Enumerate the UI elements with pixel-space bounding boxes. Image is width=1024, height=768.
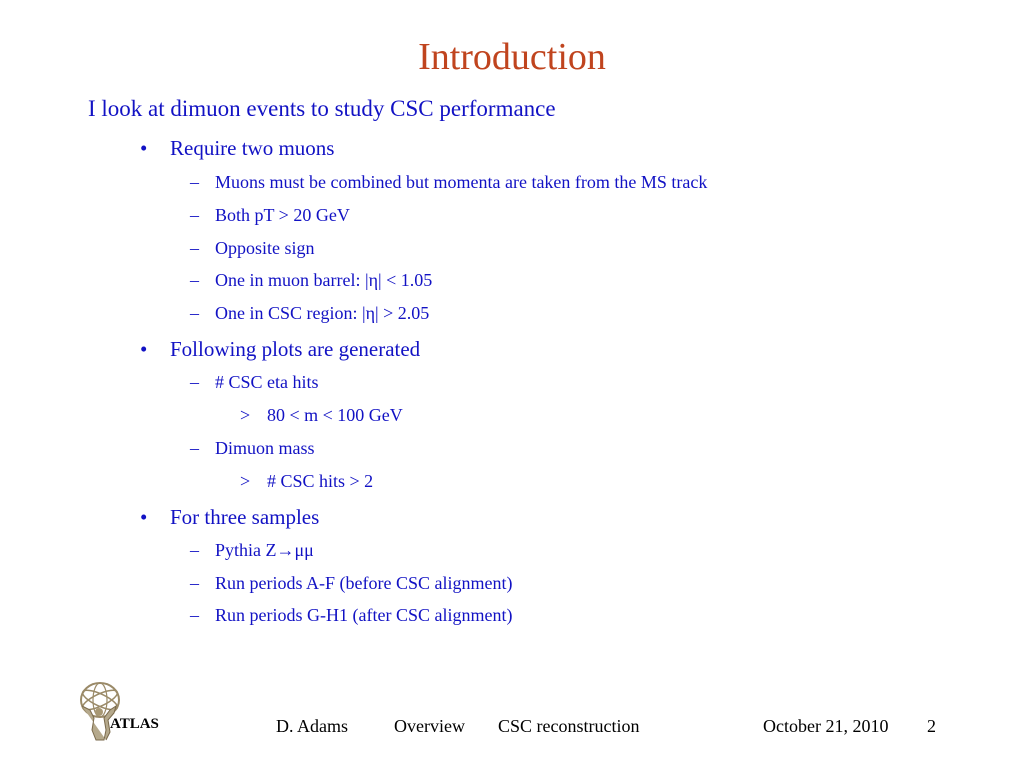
list-item <box>190 171 707 193</box>
list-item-text: One in muon barrel: |η| < 1.05 <box>215 270 433 290</box>
dash-marker: – <box>190 303 199 323</box>
list-item-text: Pythia Z→μμ <box>215 540 314 560</box>
dash-marker: – <box>190 172 199 192</box>
list-item-text: # CSC eta hits <box>215 372 319 392</box>
bullet-text: Require two muons <box>170 136 335 160</box>
list-item-text: Run periods G-H1 (after CSC alignment) <box>215 605 513 625</box>
dash-marker: – <box>190 573 199 593</box>
lead-text: I look at dimuon events to study CSC performance <box>88 96 556 121</box>
list-item-text: Both pT > 20 GeV <box>215 205 350 225</box>
list-item <box>190 539 314 561</box>
dash-marker: – <box>190 605 199 625</box>
slide-title: Introduction <box>418 36 606 78</box>
footer-author: D. Adams <box>276 716 348 736</box>
bullet-require-two-muons <box>140 135 334 161</box>
list-item-text: One in CSC region: |η| > 2.05 <box>215 303 430 323</box>
list-item <box>190 371 319 393</box>
footer-date: October 21, 2010 <box>763 716 889 736</box>
sub-list-item-text: 80 < m < 100 GeV <box>267 405 403 425</box>
bullet-following-plots <box>140 336 420 362</box>
list-item <box>190 204 350 226</box>
list-item-text: Dimuon mass <box>215 438 315 458</box>
footer-topic: CSC reconstruction <box>498 716 640 736</box>
list-item <box>190 604 512 626</box>
list-item-text: Opposite sign <box>215 238 315 258</box>
logo-text: ATLAS <box>110 716 159 732</box>
list-item <box>190 237 315 259</box>
bullet-marker: • <box>140 337 148 361</box>
arrow-marker: > <box>240 471 251 491</box>
dash-marker: – <box>190 438 199 458</box>
dash-marker: – <box>190 270 199 290</box>
arrow-marker: > <box>240 405 251 425</box>
sub-list-item-text: # CSC hits > 2 <box>267 471 374 491</box>
sub-list-item <box>240 470 373 492</box>
dash-marker: – <box>190 372 199 392</box>
bullet-marker: • <box>140 136 148 160</box>
bullet-three-samples <box>140 504 319 530</box>
bullet-text: For three samples <box>170 505 320 529</box>
footer-section: Overview <box>394 716 465 736</box>
list-item <box>190 437 315 459</box>
dash-marker: – <box>190 540 199 560</box>
list-item <box>190 269 432 291</box>
list-item <box>190 302 429 324</box>
list-item <box>190 572 512 594</box>
dash-marker: – <box>190 238 199 258</box>
bullet-marker: • <box>140 505 148 529</box>
bullet-text: Following plots are generated <box>170 337 421 361</box>
dash-marker: – <box>190 205 199 225</box>
footer-page-number: 2 <box>927 716 936 736</box>
list-item-text: Muons must be combined but momenta are taken from the MS track <box>215 172 708 192</box>
sub-list-item <box>240 404 403 426</box>
list-item-text: Run periods A-F (before CSC alignment) <box>215 573 513 593</box>
